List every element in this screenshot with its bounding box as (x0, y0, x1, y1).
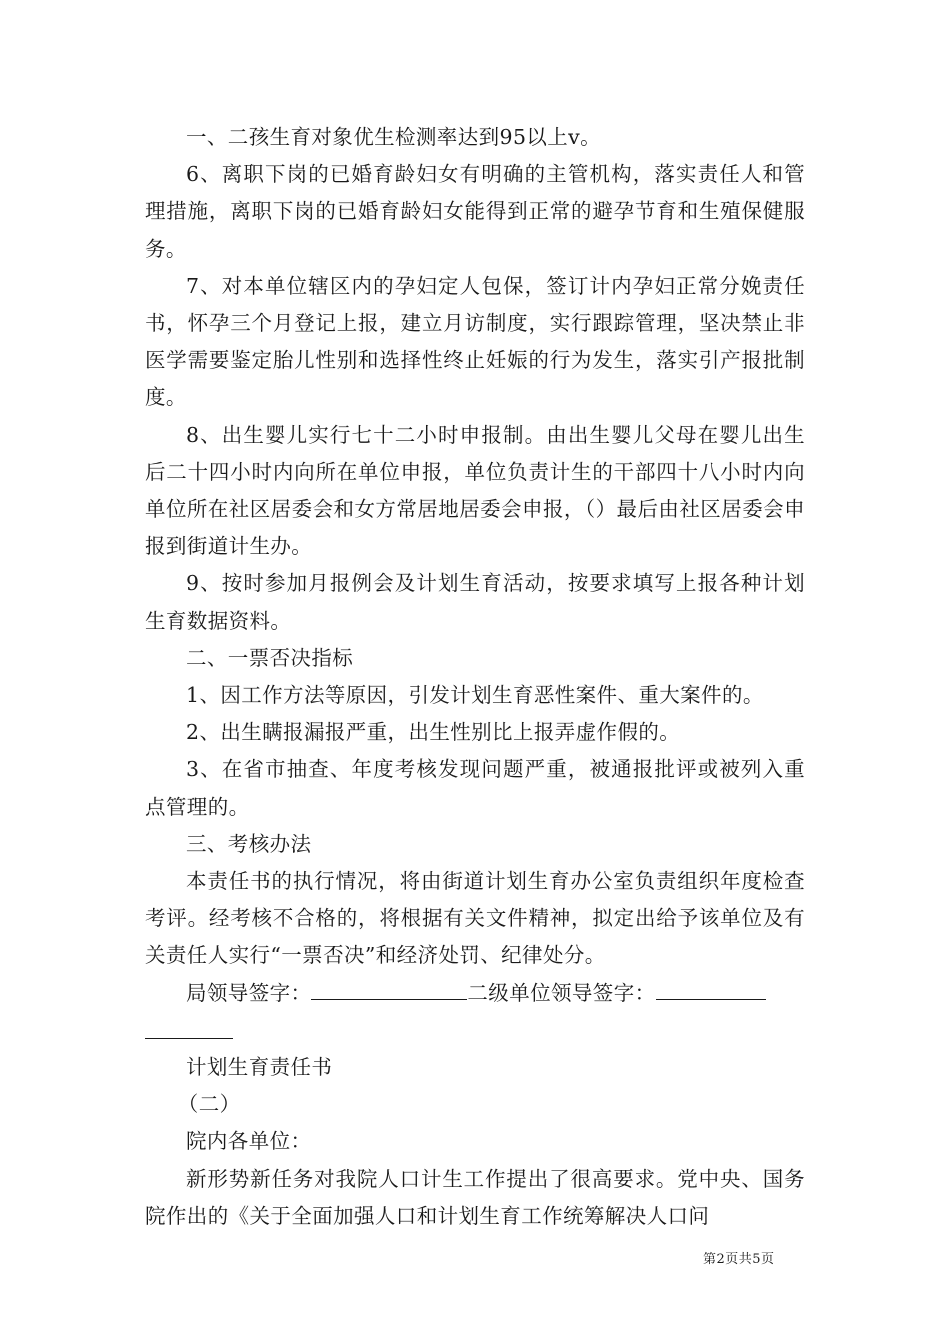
unit-signature-label: 二级单位领导签字： (467, 980, 656, 1005)
paragraph-item-6: 6、离职下岗的已婚育龄妇女有明确的主管机构，落实责任人和管理措施，离职下岗的已婚育龄妇女能得到正常的避孕节育和生殖保健服务。 (145, 162, 805, 261)
paragraph-item-1: 一、二孩生育对象优生检测率达到95以上v。 (186, 125, 602, 149)
veto-item-2: 2、出生瞒报漏报严重，出生性别比上报弄虚作假的。 (186, 720, 681, 745)
veto-item-1: 1、因工作方法等原因，引发计划生育恶性案件、重大案件的。 (186, 683, 764, 708)
bureau-signature-blank (311, 981, 467, 1000)
section2-title: 计划生育责任书 (186, 1055, 333, 1080)
paragraph-item-8: 8、出生婴儿实行七十二小时申报制。由出生婴儿父母在婴儿出生后二十四小时内向所在单位申报，单位负责计生的干部四十八小时内向单位所在社区居委会和女方常居地居委会申报，（）最后由社区居委会申报到街道计生办。 (145, 422, 805, 559)
unit-signature-blank-continued (145, 1020, 233, 1039)
paragraph-item-7: 7、对本单位辖区内的孕妇定人包保，签订计内孕妇正常分娩责任书，怀孕三个月登记上报，建立月访制度，实行跟踪管理，坚决禁止非医学需要鉴定胎儿性别和选择性终止妊娠的行为发生，落实引产报批制度。 (145, 273, 805, 410)
veto-item-3: 3、在省市抽查、年度考核发现问题严重，被通报批评或被列入重点管理的。 (145, 757, 805, 819)
signature-blank-continuation (145, 1012, 805, 1049)
section2-number: （二） (177, 1092, 241, 1117)
signature-line (145, 975, 805, 1012)
page-number-footer: 第2页共5页 (703, 1252, 775, 1267)
paragraph-item-9: 9、按时参加月报例会及计划生育活动，按要求填写上报各种计划生育数据资料。 (145, 571, 805, 633)
section-heading-assessment: 三、考核办法 (186, 831, 312, 856)
section-heading-veto: 二、一票否决指标 (186, 645, 354, 670)
section2-salutation: 院内各单位： (186, 1129, 312, 1154)
assessment-paragraph: 本责任书的执行情况，将由街道计划生育办公室负责组织年度检查考评。经考核不合格的，将根据有关文件精神，拟定出给予该单位及有关责任人实行“一票否决”和经济处罚、纪律处分。 (145, 869, 805, 968)
unit-signature-blank (656, 981, 766, 1000)
document-body (145, 119, 805, 1235)
section2-body: 新形势新任务对我院人口计生工作提出了很高要求。党中央、国务院作出的《关于全面加强人口和计划生育工作统筹解决人口问 (145, 1166, 805, 1228)
bureau-signature-label: 局领导签字： (186, 980, 312, 1005)
